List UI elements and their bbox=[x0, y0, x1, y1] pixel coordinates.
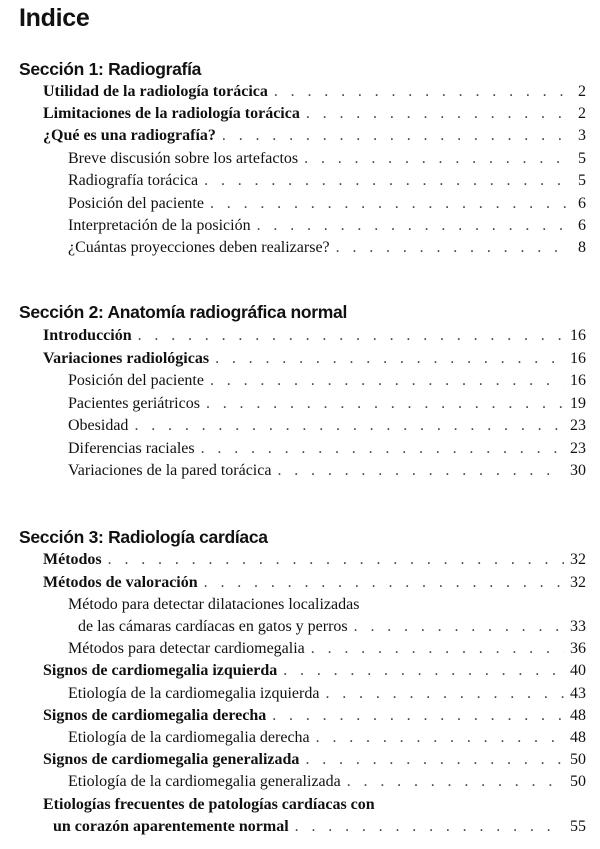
toc-entry-label: ¿Cuántas proyecciones deben realizarse? bbox=[68, 239, 330, 256]
toc-entry-page: 16 bbox=[570, 327, 586, 344]
toc-entry-page: 43 bbox=[570, 685, 586, 702]
toc-entry[interactable] bbox=[43, 349, 586, 369]
toc-entry[interactable] bbox=[68, 728, 586, 748]
toc-entry-page: 55 bbox=[570, 818, 586, 835]
toc-entry-page: 2 bbox=[578, 83, 586, 100]
page-title: Indice bbox=[19, 4, 90, 32]
toc-entry-label: Signos de cardiomegalia izquierda bbox=[43, 662, 278, 679]
toc-entry-label: Signos de cardiomegalia generalizada bbox=[43, 751, 300, 768]
dot-leader bbox=[210, 194, 572, 214]
toc-entry[interactable] bbox=[43, 82, 586, 102]
dot-leader bbox=[283, 661, 564, 681]
dot-leader bbox=[108, 550, 564, 570]
toc-entry-label-first-line[interactable]: Método para detectar dilataciones localizadas bbox=[68, 596, 360, 613]
dot-leader bbox=[201, 439, 564, 459]
toc-entry-label: Posición del paciente bbox=[68, 195, 204, 212]
toc-entry-page: 16 bbox=[570, 350, 586, 367]
dot-leader bbox=[316, 728, 564, 748]
toc-entry-label: Pacientes geriátricos bbox=[68, 395, 200, 412]
toc-entry-page: 32 bbox=[570, 574, 586, 591]
toc-entry[interactable] bbox=[68, 684, 586, 704]
toc-entry-page: 33 bbox=[570, 618, 586, 635]
toc-entry-page: 48 bbox=[570, 729, 586, 746]
dot-leader bbox=[354, 617, 564, 637]
toc-entry[interactable] bbox=[68, 171, 586, 191]
dot-leader bbox=[305, 750, 564, 770]
toc-entry[interactable] bbox=[68, 149, 586, 169]
dot-leader bbox=[206, 394, 564, 414]
toc-entry-label: Limitaciones de la radiología torácica bbox=[43, 105, 300, 122]
toc-entry[interactable] bbox=[43, 326, 586, 346]
toc-entry-page: 3 bbox=[578, 127, 586, 144]
toc-entry-label-first-line[interactable]: Etiologías frecuentes de patologías cardíacas con bbox=[43, 796, 375, 813]
toc-entry-label: Signos de cardiomegalia derecha bbox=[43, 707, 267, 724]
toc-entry-page: 50 bbox=[570, 751, 586, 768]
toc-entry[interactable] bbox=[68, 194, 586, 214]
dot-leader bbox=[336, 238, 572, 258]
dot-leader bbox=[272, 706, 564, 726]
toc-entry-label: Etiología de la cardiomegalia derecha bbox=[68, 729, 310, 746]
section-1-title: Sección 1: Radiografía bbox=[19, 59, 202, 79]
toc-entry-label: Etiología de la cardiomegalia generalizada bbox=[68, 773, 341, 790]
toc-entry-label: Diferencias raciales bbox=[68, 440, 195, 457]
toc-entry-page: 48 bbox=[570, 707, 586, 724]
dot-leader bbox=[274, 82, 572, 102]
toc-entry-page: 2 bbox=[578, 105, 586, 122]
toc-entry-label: Radiografía torácica bbox=[68, 172, 199, 189]
dot-leader bbox=[311, 639, 564, 659]
dot-leader bbox=[295, 817, 564, 837]
toc-entry-label: Variaciones de la pared torácica bbox=[68, 462, 272, 479]
toc-entry[interactable] bbox=[43, 104, 586, 124]
toc-entry-page: 40 bbox=[570, 662, 586, 679]
toc-entry-page: 36 bbox=[570, 640, 586, 657]
dot-leader bbox=[215, 349, 564, 369]
dot-leader bbox=[204, 171, 572, 191]
dot-leader bbox=[210, 371, 564, 391]
toc-entry-label-continuation: un corazón aparentemente normal bbox=[53, 818, 289, 835]
toc-entry-page: 5 bbox=[578, 150, 586, 167]
dot-leader bbox=[134, 416, 564, 436]
toc-entry[interactable] bbox=[68, 394, 586, 414]
dot-leader bbox=[306, 104, 572, 124]
section-3-title: Sección 3: Radiología cardíaca bbox=[19, 527, 268, 547]
toc-entry-label: Utilidad de la radiología torácica bbox=[43, 83, 268, 100]
toc-entry-label: Introducción bbox=[43, 327, 132, 344]
toc-entry-page: 30 bbox=[570, 462, 586, 479]
toc-entry[interactable] bbox=[68, 639, 586, 659]
toc-entry-label: Etiología de la cardiomegalia izquierda bbox=[68, 685, 320, 702]
toc-entry-page: 6 bbox=[578, 195, 586, 212]
toc-entry-label: Breve discusión sobre los artefactos bbox=[68, 150, 299, 167]
toc-entry-label: Métodos para detectar cardiomegalia bbox=[68, 640, 305, 657]
toc-entry-page: 6 bbox=[578, 217, 586, 234]
toc-entry[interactable] bbox=[43, 550, 586, 570]
toc-entry-label: Interpretación de la posición bbox=[68, 217, 251, 234]
toc-entry-label: Variaciones radiológicas bbox=[43, 350, 210, 367]
dot-leader bbox=[304, 149, 572, 169]
toc-entry-label: Obesidad bbox=[68, 417, 129, 434]
toc-entry[interactable] bbox=[68, 439, 586, 459]
toc-entry-label: Métodos bbox=[43, 551, 102, 568]
toc-entry-page: 8 bbox=[578, 239, 586, 256]
toc-entry[interactable] bbox=[68, 371, 586, 391]
toc-entry[interactable] bbox=[43, 573, 586, 593]
dot-leader bbox=[347, 772, 564, 792]
toc-entry[interactable] bbox=[68, 416, 586, 436]
toc-entry[interactable] bbox=[43, 126, 586, 146]
toc-entry[interactable] bbox=[78, 617, 586, 637]
toc-entry[interactable] bbox=[68, 772, 586, 792]
toc-entry-label: Posición del paciente bbox=[68, 372, 204, 389]
dot-leader bbox=[222, 126, 572, 146]
dot-leader bbox=[257, 216, 572, 236]
dot-leader bbox=[204, 573, 564, 593]
toc-entry-page: 19 bbox=[570, 395, 586, 412]
toc-entry[interactable] bbox=[53, 817, 586, 837]
toc-entry-label: Métodos de valoración bbox=[43, 574, 198, 591]
toc-entry-page: 16 bbox=[570, 372, 586, 389]
toc-entry[interactable] bbox=[68, 216, 586, 236]
dot-leader bbox=[277, 461, 564, 481]
toc-entry-page: 23 bbox=[570, 417, 586, 434]
toc-entry-page: 32 bbox=[570, 551, 586, 568]
toc-entry-label: ¿Qué es una radiografía? bbox=[43, 127, 216, 144]
dot-leader bbox=[138, 326, 564, 346]
toc-entry[interactable] bbox=[68, 461, 586, 481]
toc-entry[interactable] bbox=[43, 661, 586, 681]
toc-entry-page: 50 bbox=[570, 773, 586, 790]
toc-entry-page: 23 bbox=[570, 440, 586, 457]
toc-entry-label-continuation: de las cámaras cardíacas en gatos y perros bbox=[78, 618, 348, 635]
toc-entry-page: 5 bbox=[578, 172, 586, 189]
section-2-title: Sección 2: Anatomía radiográfica normal bbox=[19, 302, 348, 322]
toc-entry[interactable] bbox=[43, 706, 586, 726]
toc-entry[interactable] bbox=[68, 238, 586, 258]
toc-entry[interactable] bbox=[43, 750, 586, 770]
dot-leader bbox=[325, 684, 564, 704]
